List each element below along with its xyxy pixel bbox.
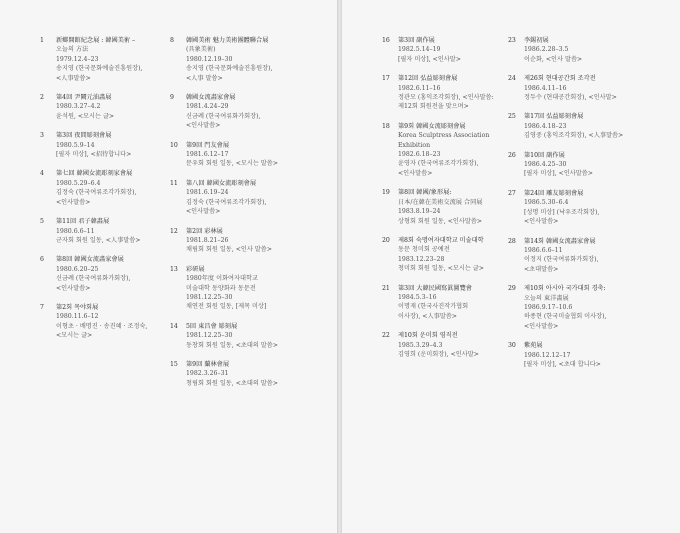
entry-detail: 1981.12.25–30: [186, 293, 233, 301]
entry-title: 第2회 목야회展: [56, 303, 99, 311]
exhibition-entry: [382, 188, 494, 226]
entry-detail: <人事말씀>: [56, 74, 91, 82]
exhibition-entry: [170, 36, 278, 83]
entry-number: 27: [508, 189, 516, 197]
entry-detail: 미술대학 동양화과 동문전: [186, 284, 256, 292]
entry-detail: [성명 미상] (낙우조각회장),: [524, 208, 600, 216]
entry-number: 22: [382, 332, 390, 340]
entry-detail: 윤석원, <모시는 글>: [56, 112, 115, 120]
entry-detail: <인사말씀>: [56, 284, 91, 292]
entry-title: 韓國女流畵家會展: [186, 94, 236, 102]
entry-detail: 동문 청미회 공예전: [398, 246, 450, 254]
exhibition-entry: [170, 360, 278, 388]
exhibition-entry: [170, 265, 278, 312]
entry-number: 1: [40, 37, 44, 44]
exhibition-entry: [170, 141, 278, 169]
entry-number: 12: [170, 227, 178, 235]
entry-detail: 1980.11.6–12: [56, 313, 99, 321]
entry-detail: (具象美術): [186, 46, 216, 54]
exhibition-entry: [508, 151, 623, 179]
exhibition-entry: [382, 284, 494, 322]
exhibition-entry: [382, 122, 494, 178]
entry-detail: 1982.6.11–16: [398, 84, 441, 92]
entry-detail: <인사말씀>: [186, 122, 221, 130]
entry-detail: Korea Sculptress Association: [398, 132, 490, 140]
entry-detail: <초대말씀>: [524, 265, 559, 273]
entry-detail: 제12회 회원전을 맞으며>: [398, 103, 469, 111]
entry-title: 第八回 韓國女流彫刻會展: [186, 179, 257, 187]
entry-title: 第4回 尹闕元油畵展: [56, 94, 112, 102]
entry-title: 5回 東昌會 彫刻展: [186, 322, 238, 330]
entry-number: 29: [508, 285, 516, 293]
entry-title: 제10회 아시아 국가대회 경축:: [524, 285, 606, 293]
entry-number: 25: [508, 113, 516, 121]
exhibition-entry: [382, 74, 494, 112]
entry-detail: <인사말씀>: [524, 218, 559, 226]
exhibition-entry: [508, 237, 623, 275]
entry-detail: 1979.12.4–23: [56, 55, 99, 63]
exhibition-entry: [40, 303, 147, 341]
entry-number: 30: [508, 342, 516, 350]
entry-number: 9: [170, 94, 174, 102]
entry-number: 15: [170, 360, 178, 368]
entry-detail: 송지영 (한국문화예술진흥원장),: [186, 65, 273, 73]
entry-detail: 1986.4.25–30: [524, 161, 567, 169]
entry-detail: 1986.5.30–6.4: [524, 199, 569, 207]
entry-detail: 1982.3.26–31: [186, 370, 229, 378]
left-page-column-2: [170, 36, 278, 398]
entry-title: 第9回 蘭林會展: [186, 360, 230, 368]
entry-detail: 김정숙 (한국여류조각가회장),: [56, 189, 137, 197]
entry-detail: 이형초 · 배명진 · 송진혜 · 조정숙,: [56, 322, 148, 330]
entry-number: 4: [40, 170, 44, 178]
entry-detail: 오늘의 東洋畵展: [524, 294, 569, 302]
entry-detail: [필자 미상], <인사말>: [398, 55, 461, 63]
entry-detail: 윤영자 (한국여류조각가회장),: [398, 160, 479, 168]
entry-detail: 상형회 회원 일동, <인사말씀>: [398, 217, 482, 225]
entry-number: 28: [508, 237, 516, 245]
entry-title: 第12回 弘益彫刻會展: [398, 75, 458, 83]
entry-detail: 1981.12.25–30: [186, 332, 233, 340]
exhibition-entry: [508, 112, 623, 140]
entry-detail: <인사말씀>: [186, 208, 221, 216]
entry-title: 第9回 門友會展: [186, 141, 230, 149]
entry-title: 第3回 副作展: [398, 37, 435, 44]
exhibition-entry: [40, 169, 147, 207]
entry-number: 7: [40, 303, 44, 311]
exhibition-entry: [382, 36, 494, 64]
entry-detail: 김영중 (홍익조각회장), <人事말씀>: [524, 132, 624, 140]
entry-detail: 日本/在韓在美術交流展 合同展: [398, 198, 483, 206]
entry-detail: 1985.3.29–4.3: [398, 341, 443, 349]
entry-number: 18: [382, 122, 390, 130]
entry-detail: [필자 미상], <招待합니다>: [56, 151, 132, 159]
entry-detail: 1986.12.12–17: [524, 351, 571, 359]
entry-detail: <인사말씀>: [56, 198, 91, 206]
exhibition-entry: [508, 189, 623, 227]
entry-title: 第8回 韓國/象形展:: [398, 189, 452, 197]
entry-detail: 오늘의 方法: [56, 46, 89, 54]
entry-detail: 1980.12.19–30: [186, 55, 233, 63]
entry-detail: 1980.5.29–6.4: [56, 179, 101, 187]
entry-detail: 이정지 (한국여류화가회장),: [524, 256, 599, 264]
entry-number: 19: [382, 189, 390, 197]
entry-detail: 1981.8.21–26: [186, 236, 229, 244]
entry-number: 8: [170, 37, 174, 44]
entry-detail: [필자 미상], <인사말씀>: [524, 170, 593, 178]
entry-detail: 1983.12.23–28: [398, 255, 445, 263]
entry-detail: Exhibition: [398, 141, 431, 149]
entry-detail: 하종현 (한국미술협회 이사장),: [524, 313, 607, 321]
exhibition-entry: [40, 217, 147, 245]
entry-title: 第2回 彩林展: [186, 227, 223, 235]
entry-detail: 이순화, <인사 말씀>: [524, 55, 583, 63]
exhibition-entry: [382, 331, 494, 359]
entry-detail: 1980年度 이화여자대학교: [186, 275, 258, 283]
entry-number: 17: [382, 75, 390, 83]
entry-detail: 1986.9.17–10.6: [524, 303, 573, 311]
entry-detail: 1986.4.18–23: [524, 122, 567, 130]
entry-detail: 1986.4.11–16: [524, 84, 567, 92]
exhibition-entry: [508, 284, 623, 331]
entry-title: 제26회 현대공간회 조각전: [524, 75, 596, 83]
entry-detail: 신금례 (한국여류화가회장),: [56, 275, 131, 283]
exhibition-entry: [508, 341, 623, 369]
entry-title: 第9회 韓國女流彫刻會展: [398, 122, 466, 130]
exhibition-entry: [40, 131, 147, 159]
entry-title: 第七回 韓國女流彫刻家會展: [56, 170, 133, 178]
exhibition-entry: [382, 236, 494, 274]
entry-detail: <인사말씀>: [524, 322, 559, 330]
entry-detail: 1982.5.14–19: [398, 46, 441, 54]
entry-detail: 신금례 (한국여류화가회장),: [186, 112, 261, 120]
entry-detail: 1984.5.3–16: [398, 293, 437, 301]
entry-number: 13: [170, 265, 178, 273]
entry-detail: <人事 말씀>: [186, 74, 223, 82]
exhibition-entry: [508, 74, 623, 102]
entry-title: 第17回 弘益彫刻會展: [524, 113, 584, 121]
entry-title: 第11回 君子韓畵展: [56, 218, 110, 226]
entry-detail: 채림회 회원 일동, <인사 말씀>: [186, 246, 272, 254]
entry-detail: 1981.6.19–24: [186, 189, 229, 197]
entry-detail: 청림회 회원 일동, <초대의 말씀>: [186, 379, 278, 387]
entry-number: 24: [508, 75, 516, 83]
entry-detail: <인사말씀>: [398, 169, 433, 177]
entry-detail: 이명재 (한국사진작가협회: [398, 303, 469, 311]
entry-number: 23: [508, 37, 516, 44]
entry-number: 11: [170, 179, 178, 187]
entry-detail: 1982.6.18–23: [398, 151, 441, 159]
exhibition-entry: [40, 36, 147, 83]
entry-title: 第10回 副作展: [524, 151, 565, 159]
entry-number: 20: [382, 236, 390, 244]
entry-detail: 정관모 (홍익조각회장), <인사말씀:: [398, 94, 494, 102]
left-page-column-1: [40, 36, 147, 351]
entry-detail: 김영희 (운미회장), <인사말>: [398, 350, 479, 358]
entry-title: 第14회 韓國女流畵家會展: [524, 237, 596, 245]
exhibition-entry: [170, 93, 278, 131]
entry-number: 6: [40, 256, 44, 264]
entry-detail: 채연전 회원 일동, [제목 미상]: [186, 303, 267, 311]
entry-detail: 1980.6.6–11: [56, 227, 95, 235]
entry-detail: 이사장), <人事말씀>: [398, 312, 457, 320]
entry-number: 21: [382, 284, 390, 292]
entry-detail: 청미회 회원 일동, <모시는 글>: [398, 265, 484, 273]
exhibition-entry: [40, 255, 147, 293]
entry-number: 2: [40, 94, 44, 102]
entry-title: 第24回 雕友彫刻會展: [524, 189, 584, 197]
entry-title: 第3回 夜間彫刻會展: [56, 132, 112, 140]
entry-number: 26: [508, 151, 516, 159]
entry-detail: 김정숙 (한국여류조각가회장),: [186, 198, 267, 206]
entry-detail: 1981.6.12–17: [186, 151, 229, 159]
entry-detail: 1983.8.19–24: [398, 208, 441, 216]
entry-detail: 동창회 회원 일동, <초대의 말씀>: [186, 341, 278, 349]
entry-detail: 1986.2.28–3.5: [524, 46, 569, 54]
entry-detail: 1980.6.20–25: [56, 265, 99, 273]
exhibition-entry: [508, 36, 623, 64]
right-page-column-2: [508, 36, 623, 379]
entry-detail: [필자 미상], <초대 합니다>: [524, 360, 601, 368]
right-page: [342, 0, 680, 533]
entry-detail: <모시는 글>: [56, 332, 93, 340]
entry-detail: 송지영 (한국문화예술진흥원장),: [56, 65, 143, 73]
entry-number: 10: [170, 141, 178, 149]
entry-title: 韓國美術 魅力美術團體聯合展: [186, 37, 269, 44]
exhibition-entry: [170, 322, 278, 350]
entry-title: 紫苑展: [524, 342, 543, 350]
entry-title: 彩研展: [186, 265, 205, 273]
entry-title: 第3回 大韓民國寫眞圖覽會: [398, 284, 472, 292]
right-page-column-1: [382, 36, 494, 369]
entry-detail: 정두수 (현대공간회장), <인사말>: [524, 94, 617, 102]
entry-title: 李錫初展: [524, 37, 549, 44]
entry-title: 第8回 韓國女流畵家會展: [56, 256, 124, 264]
entry-title: 제8회 숙명여자대학교 미술대학: [398, 236, 484, 244]
entry-detail: 1981.4.24–29: [186, 103, 229, 111]
entry-detail: 문우회 회원 일동, <모시는 말씀>: [186, 160, 278, 168]
entry-number: 14: [170, 322, 178, 330]
exhibition-entry: [170, 179, 278, 217]
entry-detail: 군자회 회원 일동, <人事말씀>: [56, 236, 141, 244]
exhibition-entry: [40, 93, 147, 121]
entry-title: 제10회 운미회 염직전: [398, 332, 458, 340]
entry-number: 5: [40, 218, 44, 226]
entry-number: 16: [382, 37, 390, 44]
left-page: [0, 0, 337, 533]
entry-detail: 1980.5.9–14: [56, 141, 95, 149]
entry-detail: 1980.3.27–4.2: [56, 103, 101, 111]
entry-detail: 1986.6.6–11: [524, 246, 563, 254]
entry-title: 新鄕開館紀念展 : 韓國美術 –: [56, 37, 136, 44]
entry-number: 3: [40, 132, 44, 140]
exhibition-entry: [170, 227, 278, 255]
